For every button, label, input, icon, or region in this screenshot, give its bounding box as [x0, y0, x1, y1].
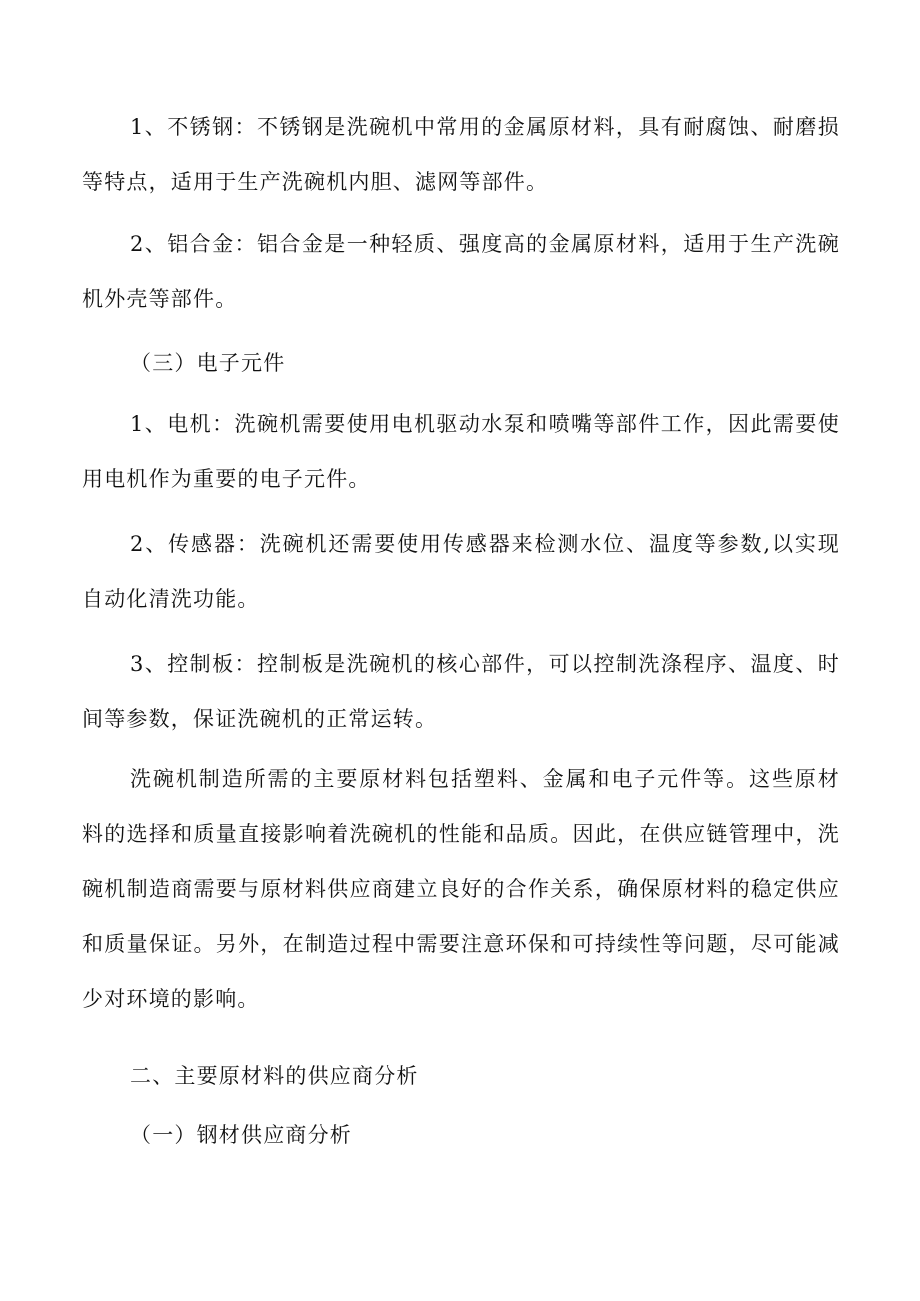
paragraph-aluminum-alloy: 2、铝合金：铝合金是一种轻质、强度高的金属原材料，适用于生产洗碗机外壳等部件。 [82, 232, 840, 311]
section-heading-electronic-components: （三）电子元件 [130, 351, 286, 375]
paragraph-control-board: 3、控制板：控制板是洗碗机的核心部件，可以控制洗涤程序、温度、时间等参数，保证洗碗机的正常运转。 [82, 652, 840, 731]
paragraph-stainless-steel: 1、不锈钢：不锈钢是洗碗机中常用的金属原材料，具有耐腐蚀、耐磨损等特点，适用于生产洗碗机内胆、滤网等部件。 [82, 115, 840, 194]
paragraph-motor: 1、电机：洗碗机需要使用电机驱动水泵和喷嘴等部件工作，因此需要使用电机作为重要的电子元件。 [82, 412, 840, 491]
section-heading-steel-supplier: （一）钢材供应商分析 [130, 1123, 352, 1147]
paragraph-summary: 洗碗机制造所需的主要原材料包括塑料、金属和电子元件等。这些原材料的选择和质量直接影响着洗碗机的性能和品质。因此，在供应链管理中，洗碗机制造商需要与原材料供应商建立良好的合作关系，确保原材料的稳定供应和质量保证。另外，在制造过程中需要注意环保和可持续性等问题，尽可能减少对环境的影响。 [82, 767, 840, 1011]
chapter-heading-supplier-analysis: 二、主要原材料的供应商分析 [130, 1064, 419, 1088]
paragraph-sensor: 2、传感器：洗碗机还需要使用传感器来检测水位、温度等参数,以实现自动化清洗功能。 [82, 532, 840, 611]
